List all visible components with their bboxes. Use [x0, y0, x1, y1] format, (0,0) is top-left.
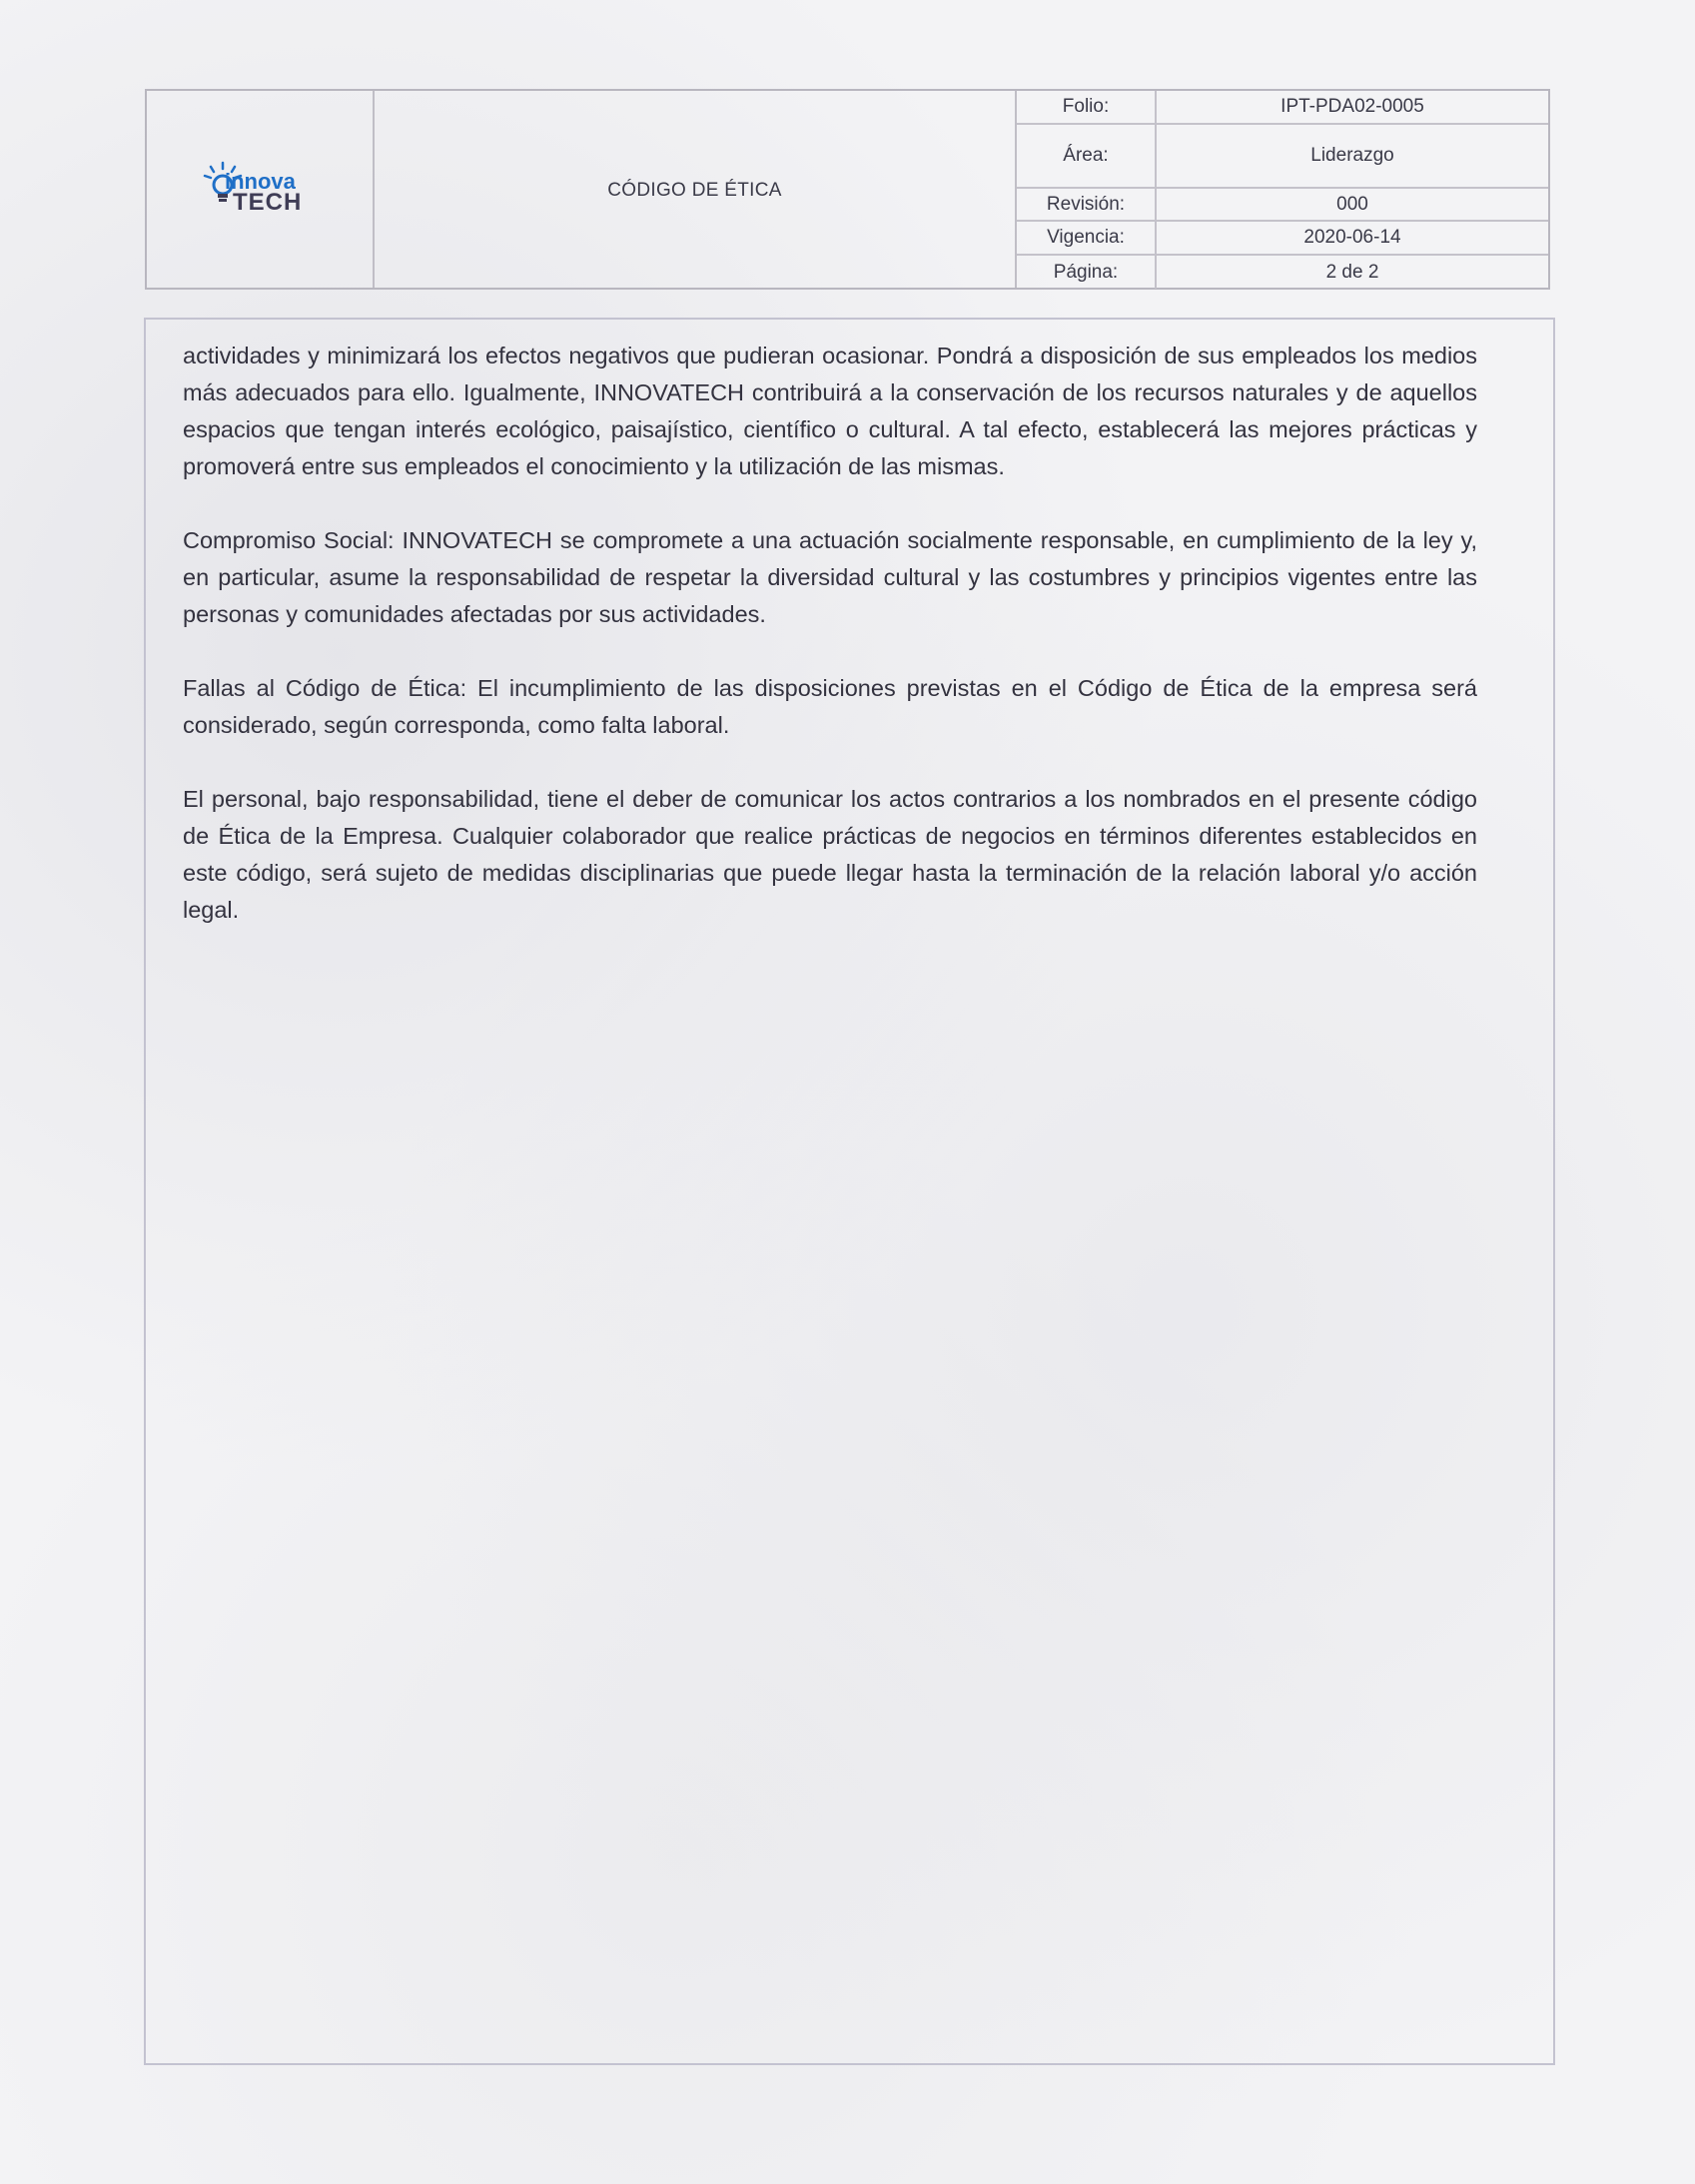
- logo-cell: [147, 91, 375, 288]
- meta-row-area: [1017, 125, 1548, 189]
- document-header: [145, 89, 1550, 290]
- meta-label: Revisión:: [1017, 189, 1157, 220]
- logo-word-tech: TECH: [233, 189, 303, 216]
- meta-label: Página:: [1017, 256, 1157, 289]
- meta-row-pagina: [1017, 256, 1548, 289]
- document-metadata: [1017, 91, 1548, 288]
- company-logo: [203, 161, 343, 221]
- meta-label: Área:: [1017, 125, 1157, 187]
- paragraph-violations: Fallas al Código de Ética: El incumplimiento de las disposiciones previstas en el Código de Ética de la empresa será considerado, según corresponda, como falta laboral.: [183, 675, 1477, 738]
- meta-row-vigencia: [1017, 222, 1548, 256]
- meta-row-revision: [1017, 189, 1548, 222]
- paragraph-environment: actividades y minimizará los efectos negativos que pudieran ocasionar. Pondrá a disposición de sus empleados los medios más adecuados para ello. Igualmente, INNOVATECH contribuirá a la conservación de los recursos naturales y de aquellos espacios que tengan interés ecológico, paisajístico, científico o cultural. A tal efecto, establecerá las mejores prácticas y promoverá entre sus empleados el conocimiento y la utilización de las mismas.: [183, 343, 1477, 479]
- meta-label: Vigencia:: [1017, 222, 1157, 254]
- paragraph-social-commitment: Compromiso Social: INNOVATECH se compromete a una actuación socialmente responsable, en cumplimiento de la ley y, en particular, asume la responsabilidad de respetar la diversidad cultural y las costumbres y principios vigentes entre las personas y comunidades afectadas por sus actividades.: [183, 527, 1477, 627]
- title-cell: [375, 91, 1017, 288]
- document-body: [183, 338, 1477, 966]
- meta-label: Folio:: [1017, 91, 1157, 123]
- meta-value: 2 de 2: [1325, 261, 1379, 283]
- meta-value: 2020-06-14: [1303, 227, 1401, 248]
- logo-word-innova: innova: [225, 169, 296, 194]
- document-title: CÓDIGO DE ÉTICA: [607, 179, 782, 201]
- paragraph-reporting-duty: El personal, bajo responsabilidad, tiene el deber de comunicar los actos contrarios a los nombrados en el presente código de Ética de la Empresa. Cualquier colaborador que realice prácticas de negocios en términos diferentes establecidos en este código, será sujeto de medidas disciplinarias que puede llegar hasta la terminación de la relación laboral y/o acción legal.: [183, 786, 1477, 923]
- meta-row-folio: [1017, 91, 1548, 125]
- meta-value: 000: [1336, 193, 1368, 215]
- meta-value: Liderazgo: [1310, 145, 1394, 166]
- meta-value: IPT-PDA02-0005: [1280, 96, 1424, 117]
